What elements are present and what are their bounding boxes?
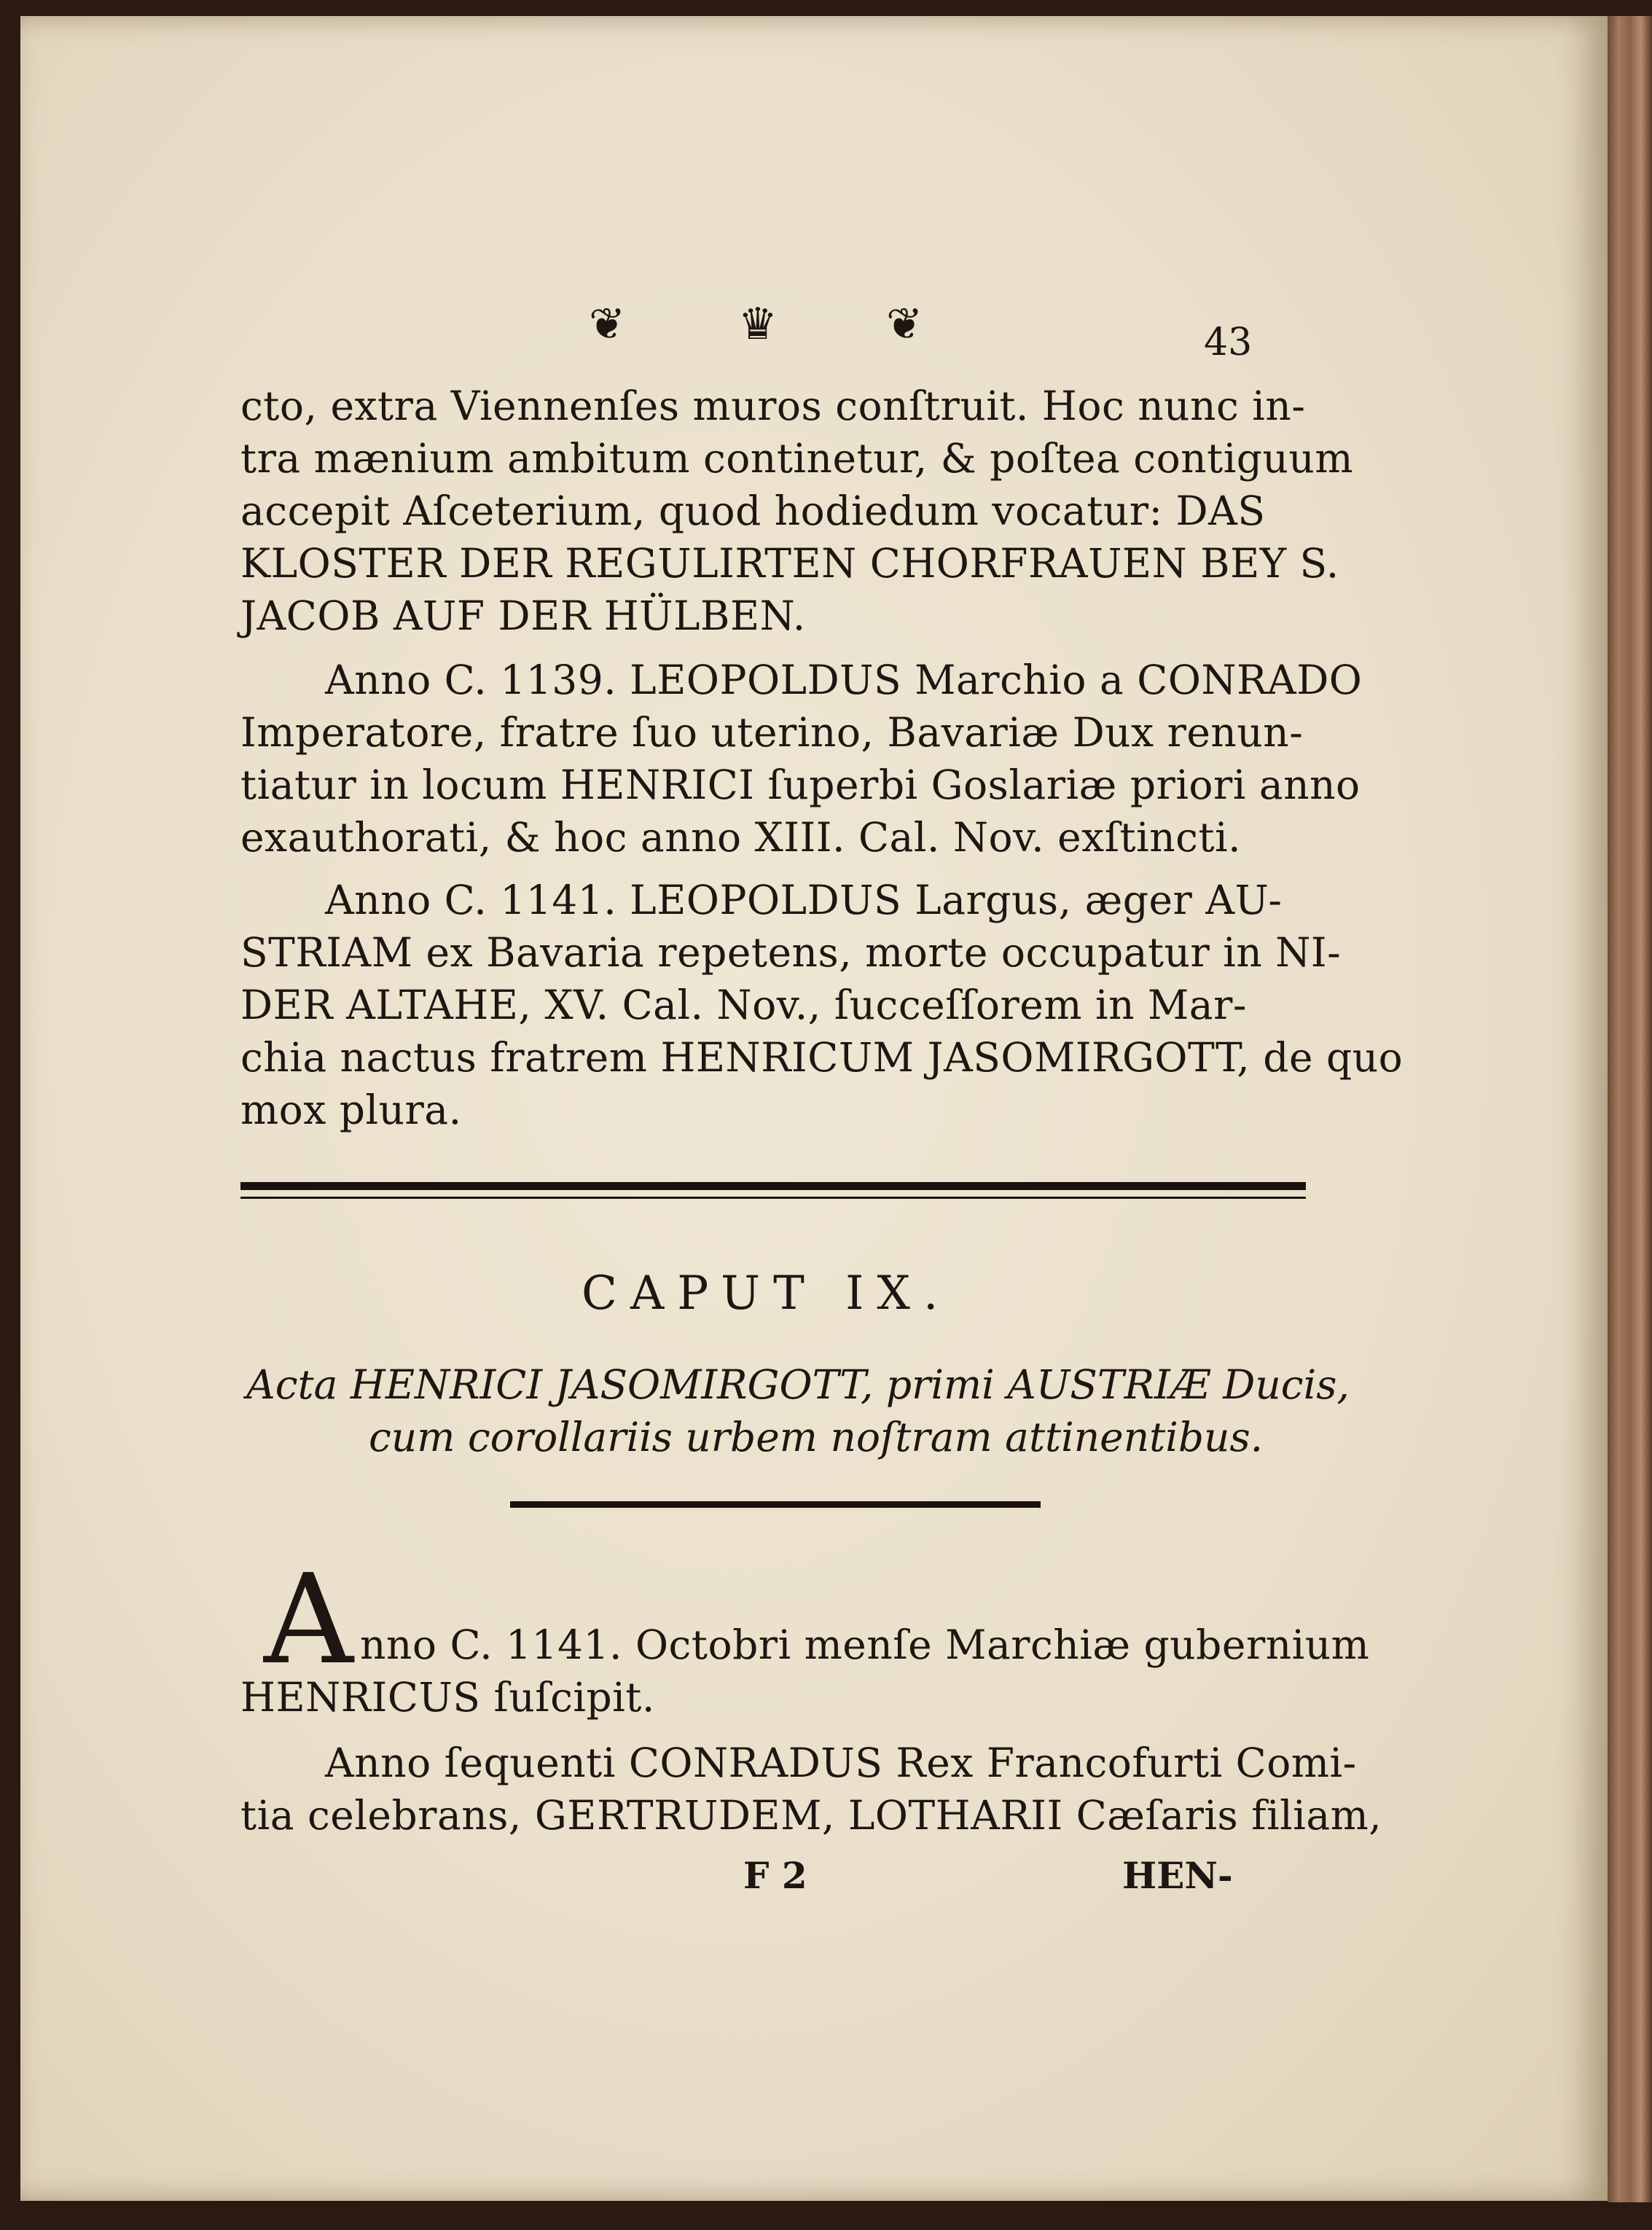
fleuron-left-icon: ❦	[589, 299, 626, 350]
paragraph3-line-4: chia nactus fratrem HENRICUM JASOMIRGOTT, de quo	[240, 1034, 1404, 1081]
chapter-title: CAPUT IX.	[582, 1267, 952, 1321]
paragraph1-line-5: JACOB AUF DER HÜLBEN.	[240, 592, 806, 639]
paragraph3-line-2: STRIAM ex Bavaria repetens, morte occupatur in NI-	[240, 929, 1342, 976]
paragraph2-line-4: exauthorati, & hoc anno XIII. Cal. Nov. exſtincti.	[240, 814, 1242, 861]
signature-mark: F 2	[743, 1854, 807, 1897]
section-rule-thick	[240, 1182, 1306, 1190]
paragraph1-line-3: accepit Aſceterium, quod hodiedum vocatur: DAS	[240, 488, 1266, 534]
page-number: 43	[1204, 321, 1253, 364]
paragraph2-line-2: Imperatore, fratre ſuo uterino, Bavariæ Dux renun-	[240, 709, 1304, 756]
chapter-subtitle-line-1: Acta HENRICI JASOMIRGOTT, primi AUSTRIÆ Ducis,	[246, 1361, 1350, 1408]
paragraph5-line-2: tia celebrans, GERTRUDEM, LOTHARII Cæſaris filiam,	[240, 1792, 1382, 1839]
paragraph1-line-1: cto, extra Viennenſes muros conſtruit. Hoc nunc in-	[240, 383, 1306, 429]
book-page	[20, 16, 1608, 2201]
paragraph5-line-1: Anno ſequenti CONRADUS Rex Francofurti Comi-	[325, 1740, 1357, 1786]
paragraph3-line-1: Anno C. 1141. LEOPOLDUS Largus, æger AU-	[325, 877, 1283, 923]
paragraph1-line-2: tra mænium ambitum continetur, & poſtea contiguum	[240, 435, 1354, 482]
paragraph1-line-4: KLOSTER DER REGULIRTEN CHORFRAUEN BEY S.	[240, 540, 1339, 587]
chapter-subtitle-line-2: cum corollariis urbem noſtram attinentibus.	[369, 1414, 1264, 1460]
catchword: HEN-	[1122, 1854, 1233, 1897]
paragraph3-line-3: DER ALTAHE, XV. Cal. Nov., ſucceſſorem in Mar-	[240, 982, 1247, 1028]
drop-cap: A	[264, 1548, 353, 1692]
paragraph2-line-3: tiatur in locum HENRICI ſuperbi Goslariæ priori anno	[240, 762, 1361, 808]
crown-icon: ♛	[738, 299, 778, 350]
paragraph2-line-1: Anno C. 1139. LEOPOLDUS Marchio a CONRADO	[325, 657, 1363, 703]
section-rule-thin	[240, 1197, 1306, 1199]
paragraph4-line-2: HENRICUS ſuſcipit.	[240, 1674, 655, 1721]
fleuron-right-icon: ❦	[886, 299, 923, 350]
paragraph3-line-5: mox plura.	[240, 1087, 462, 1133]
paragraph4-line-1: nno C. 1141. Octobri menſe Marchiæ gubernium	[360, 1621, 1370, 1668]
book-page-edges	[1608, 16, 1652, 2202]
chapter-rule	[510, 1501, 1041, 1508]
